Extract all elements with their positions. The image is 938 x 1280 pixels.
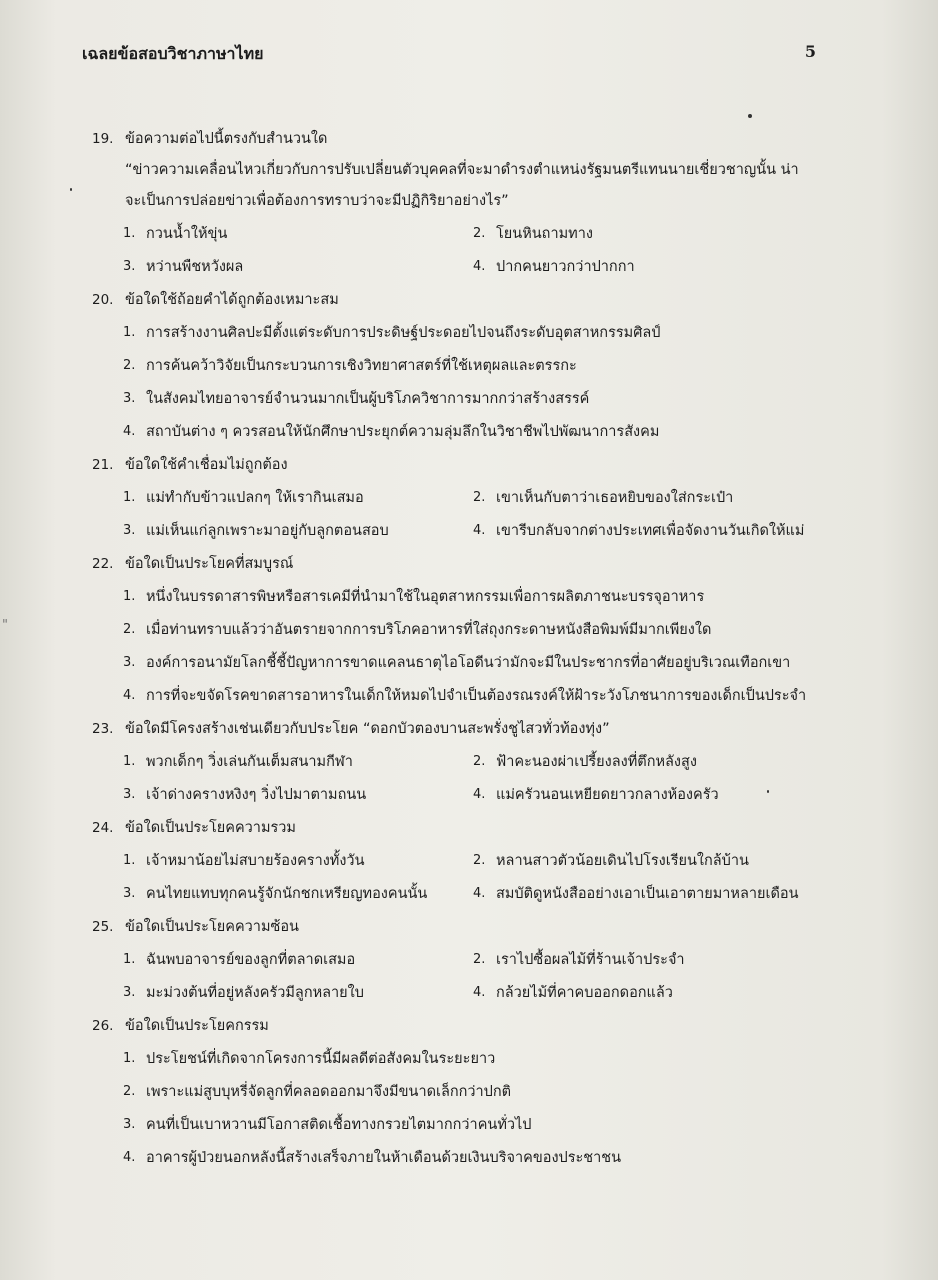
question-quote [92,155,837,217]
question-number: 19. [92,130,114,147]
option-3 [123,646,837,679]
question-number: 22. [92,555,114,572]
option-3 [123,778,473,811]
option-1 [123,217,473,250]
option-text: ฟ้าคะนองผ่าเปรี้ยงลงที่ตึกหลังสูง [496,754,697,770]
option-text: เขาเห็นกับตาว่าเธอหยิบของใส่กระเป๋า [496,490,734,506]
option-number: 3. [123,655,136,670]
option-number: 4. [123,688,136,703]
question-20 [92,283,837,448]
option-grid [92,745,837,811]
option-2 [123,349,837,382]
option-number: 1. [123,226,136,241]
option-text: การค้นคว้าวิจัยเป็นกระบวนการเชิงวิทยาศาสตร์ที่ใช้เหตุผลและตรรกะ [146,358,577,374]
option-number: 2. [473,226,486,241]
option-number: 4. [123,424,136,439]
question-text: ข้อใดเป็นประโยคความซ้อน [125,919,299,935]
option-grid [92,844,837,910]
header-title: เฉลยข้อสอบวิชาภาษาไทย [82,44,264,63]
option-2 [473,943,833,976]
option-number: 1. [123,754,136,769]
option-number: 3. [123,787,136,802]
option-4 [473,250,833,283]
question-text: ข้อใดใช้ถ้อยคำได้ถูกต้องเหมาะสม [125,292,339,308]
question-text: ข้อใดมีโครงสร้างเช่นเดียวกับประโยค “ดอกบัวตองบานสะพรั่งชูไสวทั่วท้องทุ่ง” [125,721,610,737]
option-grid [92,943,837,1009]
option-text: หลานสาวตัวน้อยเดินไปโรงเรียนใกล้บ้าน [496,853,749,869]
option-2 [473,844,833,877]
page-header [82,42,816,68]
option-text: ฉันพบอาจารย์ของลูกที่ตลาดเสมอ [146,952,356,968]
option-4 [473,976,833,1009]
option-number: 2. [473,754,486,769]
option-list [92,580,837,712]
option-text: ในสังคมไทยอาจารย์จำนวนมากเป็นผู้บริโภควิชาการมากกว่าสร้างสรรค์ [146,391,590,407]
option-number: 1. [123,589,136,604]
option-list [92,1042,837,1174]
option-number: 1. [123,1051,136,1066]
question-22 [92,547,837,712]
option-text: การสร้างงานศิลปะมีตั้งแต่ระดับการประดิษฐ์ประดอยไปจนถึงระดับอุตสาหกรรมศิลป์ [146,325,661,341]
option-text: หว่านพืชหวังผล [146,259,244,275]
option-number: 4. [473,523,486,538]
option-text: คนที่เป็นเบาหวานมีโอกาสติดเชื้อทางกรวยไตมากกว่าคนทั่วไป [146,1117,532,1133]
option-number: 1. [123,853,136,868]
option-3 [123,382,837,415]
option-number: 2. [123,1084,136,1099]
option-4 [123,1141,837,1174]
option-4 [473,778,833,811]
question-number: 20. [92,291,114,308]
question-25 [92,910,837,1009]
option-number: 1. [123,952,136,967]
option-4 [473,877,833,910]
option-number: 3. [123,886,136,901]
option-text: องค์การอนามัยโลกชี้ชี้ปัญหาการขาดแคลนธาตุไอโอดีนว่ามักจะมีในประชากรที่อาศัยอยู่บริเวณเทือกเขา [146,655,791,671]
option-3 [123,250,473,283]
option-2 [123,613,837,646]
option-number: 4. [473,985,486,1000]
question-text: ข้อความต่อไปนี้ตรงกับสำนวนใด [125,131,328,147]
question-list [92,122,837,1174]
option-number: 1. [123,325,136,340]
question-number: 21. [92,456,114,473]
option-text: พวกเด็กๆ วิ่งเล่นกันเต็มสนามกีฬา [146,754,353,770]
question-text: ข้อใดใช้คำเชื่อมไม่ถูกต้อง [125,457,288,473]
print-speck [748,114,752,118]
option-text: มะม่วงต้นที่อยู่หลังครัวมีลูกหลายใบ [146,985,364,1001]
option-list [92,316,837,448]
option-grid [92,217,837,283]
option-number: 4. [473,886,486,901]
option-1 [123,1042,837,1075]
option-4 [473,514,833,547]
question-number: 25. [92,918,114,935]
option-4 [123,415,837,448]
quote-line: จะเป็นการปล่อยข่าวเพื่อต้องการทราบว่าจะมีปฏิกิริยาอย่างไร” [125,193,509,209]
option-number: 4. [473,787,486,802]
option-number: 2. [123,622,136,637]
option-number: 2. [473,490,486,505]
option-number: 2. [473,853,486,868]
option-number: 3. [123,985,136,1000]
option-2 [473,217,833,250]
option-grid [92,481,837,547]
option-1 [123,844,473,877]
option-3 [123,976,473,1009]
option-text: เราไปซื้อผลไม้ที่ร้านเจ้าประจำ [496,952,685,968]
option-text: ปากคนยาวกว่าปากกา [496,259,635,275]
option-number: 3. [123,1117,136,1132]
option-1 [123,745,473,778]
option-number: 3. [123,259,136,274]
option-number: 4. [473,259,486,274]
option-text: สถาบันต่าง ๆ ควรสอนให้นักศึกษาประยุกต์ความลุ่มลึกในวิชาชีพไปพัฒนาการสังคม [146,424,660,440]
margin-mark: " [2,618,8,633]
option-text: หนึ่งในบรรดาสารพิษหรือสารเคมีที่นำมาใช้ในอุตสาหกรรมเพื่อการผลิตภาชนะบรรจุอาหาร [146,589,705,605]
option-text: เมื่อท่านทราบแล้วว่าอันตรายจากการบริโภคอาหารที่ใส่ถุงกระดาษหนังสือพิมพ์มีมากเพียงใด [146,622,712,638]
option-number: 4. [123,1150,136,1165]
option-text: แม่ทำกับข้าวแปลกๆ ให้เรากินเสมอ [146,490,364,506]
question-21 [92,448,837,547]
question-number: 23. [92,720,114,737]
question-24 [92,811,837,910]
page-number: 5 [804,42,816,61]
question-23 [92,712,837,811]
question-number: 24. [92,819,114,836]
option-text: แม่ครัวนอนเหยียดยาวกลางห้องครัว [496,787,719,803]
question-19 [92,122,837,283]
quote-line: “ข่าวความเคลื่อนไหวเกี่ยวกับการปรับเปลี่ยนตัวบุคคลที่จะมาดำรงตำแหน่งรัฐมนตรีแทนนายเชี่ยวชาญนั้น น่า [125,162,799,178]
option-2 [473,745,833,778]
option-1 [123,580,837,613]
option-text: ประโยชน์ที่เกิดจากโครงการนี้มีผลดีต่อสังคมในระยะยาว [146,1051,496,1067]
option-text: สมบัติดูหนังสืออย่างเอาเป็นเอาตายมาหลายเดือน [496,886,799,902]
option-text: เขารีบกลับจากต่างประเทศเพื่อจัดงานวันเกิดให้แม่ [496,523,805,539]
option-text: กล้วยไม้ที่คาคบออกดอกแล้ว [496,985,673,1001]
option-1 [123,316,837,349]
option-text: แม่เห็นแก่ลูกเพราะมาอยู่กับลูกตอนสอบ [146,523,389,539]
option-text: การที่จะขจัดโรคขาดสารอาหารในเด็กให้หมดไปจำเป็นต้องรณรงค์ให้ฝ้าระวังโภชนาการของเด็กเป็นประจำ [146,688,807,704]
option-text: เจ้าด่างครางหงิงๆ วิ่งไปมาตามถนน [146,787,367,803]
option-number: 2. [123,358,136,373]
option-2 [473,481,833,514]
option-4 [123,679,837,712]
option-number: 2. [473,952,486,967]
question-text: ข้อใดเป็นประโยคความรวม [125,820,296,836]
option-text: เจ้าหมาน้อยไม่สบายร้องครางทั้งวัน [146,853,365,869]
option-text: อาคารผู้ป่วยนอกหลังนี้สร้างเสร็จภายในห้าเดือนด้วยเงินบริจาคของประชาชน [146,1150,622,1166]
print-speck [70,188,72,191]
option-3 [123,877,473,910]
option-number: 3. [123,391,136,406]
option-2 [123,1075,837,1108]
option-3 [123,1108,837,1141]
option-1 [123,943,473,976]
question-text: ข้อใดเป็นประโยคที่สมบูรณ์ [125,556,294,572]
option-number: 1. [123,490,136,505]
option-1 [123,481,473,514]
option-3 [123,514,473,547]
option-text: โยนหินถามทาง [496,226,593,242]
option-text: กวนน้ำให้ขุ่น [146,226,228,242]
question-text: ข้อใดเป็นประโยคกรรม [125,1018,269,1034]
option-number: 3. [123,523,136,538]
question-number: 26. [92,1017,114,1034]
option-text: คนไทยแทบทุกคนรู้จักนักชกเหรียญทองคนนั้น [146,886,428,902]
question-26 [92,1009,837,1174]
option-text: เพราะแม่สูบบุหรี่จัดลูกที่คลอดออกมาจึงมีขนาดเล็กกว่าปกติ [146,1084,512,1100]
